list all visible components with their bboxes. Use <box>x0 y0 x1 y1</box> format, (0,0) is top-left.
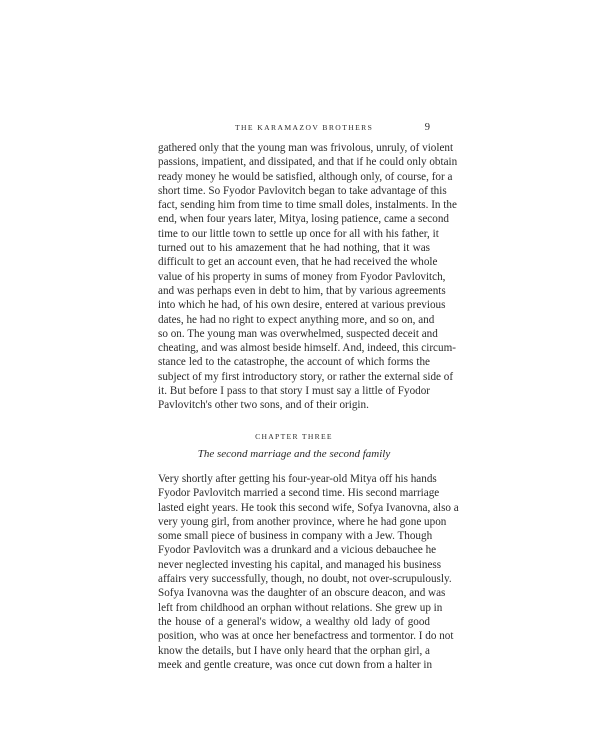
text-line: passions, impatient, and dissipated, and that if he could only obtain <box>158 156 458 169</box>
text-line: meek and gentle creature, was once cut down from a halter in <box>158 658 433 671</box>
text-line: end, when four years later, Mitya, losing patience, came a second <box>158 213 449 226</box>
text-line: it. But before I pass to that story I must say a little of Fyodor <box>158 385 430 398</box>
text-line: turned out to his amazement that he had nothing, that it was <box>158 242 430 255</box>
paragraph-continued <box>158 141 458 413</box>
text-line: fact, sending him from time to time small doles, instalments. In the <box>158 199 457 212</box>
text-line: some small piece of business in company with a Jew. Though <box>158 530 433 543</box>
text-line: Sofya Ivanovna was the daughter of an obscure deacon, and was <box>158 587 446 600</box>
text-line: position, who was at once her benefactress and tormentor. I do not <box>158 630 454 643</box>
text-line: Fyodor Pavlovitch was a drunkard and a vicious debauchee he <box>158 544 437 557</box>
text-line: gathered only that the young man was frivolous, unruly, of violent <box>158 142 454 154</box>
text-line: the house of a general's widow, a wealthy old lady of good <box>158 615 430 628</box>
chapter-heading: CHAPTER THREE <box>255 432 333 441</box>
text-line: left from childhood an orphan without relations. She grew up in <box>158 601 443 614</box>
text-line: affairs very successfully, though, no doubt, not over-scrupulously. <box>158 573 452 586</box>
running-head <box>158 121 430 135</box>
text-line: lasted eight years. He took this second wife, Sofya Ivanovna, also a <box>158 501 459 514</box>
text-line: very young girl, from another province, where he had gone upon <box>158 515 447 528</box>
text-line: stance led to the catastrophe, the account of which forms the <box>158 356 430 369</box>
text-line: never neglected investing his capital, and managed his business <box>158 558 442 571</box>
text-line: cheating, and was almost beside himself. And, indeed, this circum- <box>158 342 456 355</box>
text-line: know the details, but I have only heard that the orphan girl, a <box>158 644 430 657</box>
text-line: Fyodor Pavlovitch married a second time. His second marriage <box>158 487 440 500</box>
chapter-subtitle: The second marriage and the second family <box>197 448 391 460</box>
running-title: THE KARAMAZOV BROTHERS <box>235 123 374 132</box>
text-line: ready money he would be satisfied, although only, of course, for a <box>158 170 453 183</box>
text-line: so on. The young man was overwhelmed, suspected deceit and <box>158 327 438 340</box>
page-number: 9 <box>424 122 430 133</box>
text-line: dates, he had no right to expect anything more, and so on, and <box>158 313 435 326</box>
text-line: time to our little town to settle up once for all with his father, it <box>158 227 439 240</box>
text-line: Pavlovitch's other two sons, and of their origin. <box>158 399 369 412</box>
text-line: value of his property in sums of money from Fyodor Pavlovitch, <box>158 270 446 283</box>
text-line: difficult to get an account even, that he had received the whole <box>158 256 438 269</box>
text-line: into which he had, of his own desire, entered at various previous <box>158 299 446 312</box>
paragraph-chapter-opening <box>158 472 459 672</box>
text-line: short time. So Fyodor Pavlovitch began to take advantage of this <box>158 184 447 197</box>
text-line: and was perhaps even in debt to him, that by various agreements <box>158 284 446 297</box>
text-line: Very shortly after getting his four-year-old Mitya off his hands <box>158 473 437 485</box>
text-line: subject of my first introductory story, or rather the external side of <box>158 370 454 383</box>
